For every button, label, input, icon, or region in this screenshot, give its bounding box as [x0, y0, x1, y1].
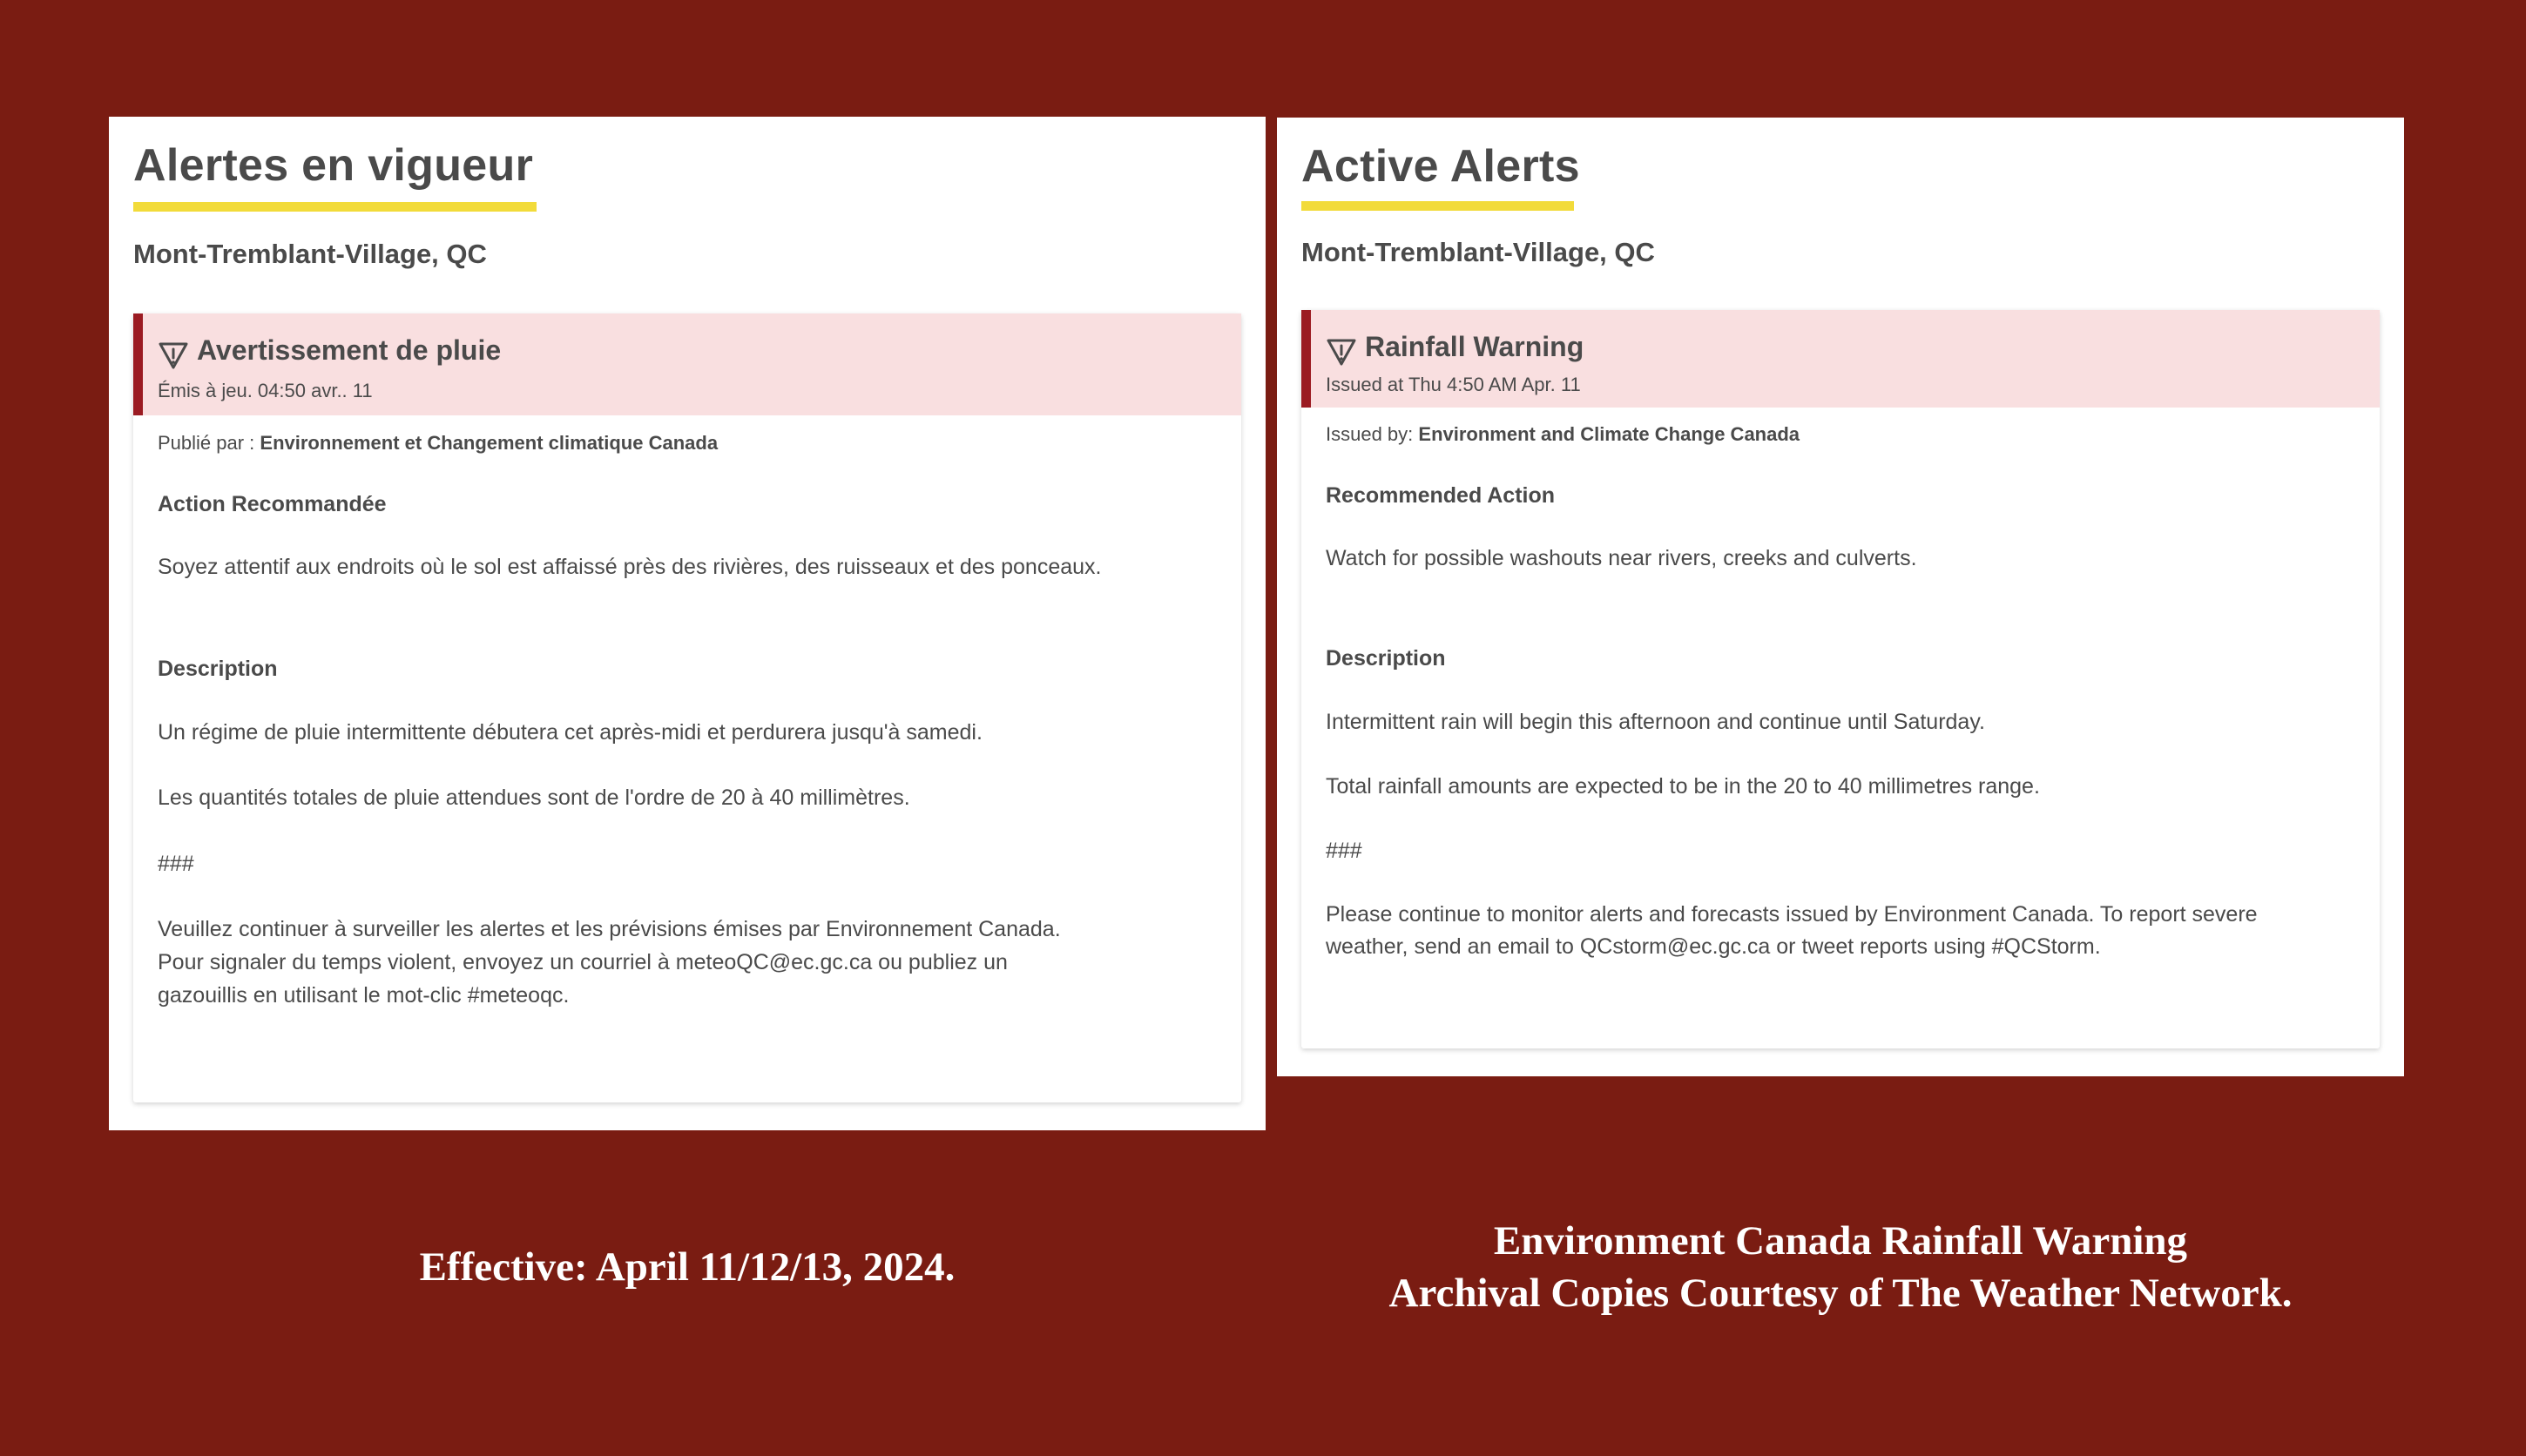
warning-triangle-icon	[1326, 336, 1357, 367]
recommended-action-text: Watch for possible washouts near rivers, creeks and culverts.	[1326, 546, 1917, 570]
description-paragraph: Intermittent rain will begin this afternoon and continue until Saturday.	[1326, 710, 1985, 734]
english-alerts-panel	[1277, 118, 2404, 1076]
page-title: Active Alerts	[1301, 141, 1580, 192]
alert-issued-time: Émis à jeu. 04:50 avr.. 11	[158, 380, 373, 401]
recommended-action-heading: Recommended Action	[1326, 483, 1556, 508]
location-label: Mont-Tremblant-Village, QC	[133, 239, 487, 269]
description-paragraph: Les quantités totales de pluie attendues sont de l'ordre de 20 à 40 millimètres.	[158, 785, 910, 810]
alert-header[interactable]	[1301, 310, 2380, 408]
recommended-action-text: Soyez attentif aux endroits où le sol est affaissé près des rivières, des ruisseaux et des ponceaux.	[158, 555, 1102, 579]
closing-paragraph-line: Please continue to monitor alerts and forecasts issued by Environment Canada. To report severe	[1326, 902, 2258, 927]
description-heading: Description	[1326, 646, 1446, 671]
page-title: Alertes en vigueur	[133, 140, 534, 191]
published-by-label: Issued by:	[1326, 423, 1419, 445]
alert-title: Avertissement de pluie	[197, 334, 502, 366]
description-paragraph: Total rainfall amounts are expected to be in the 20 to 40 millimetres range.	[1326, 774, 2040, 799]
credit-caption-line-2: Archival Copies Courtesy of The Weather Network.	[1388, 1271, 2293, 1316]
closing-paragraph-line: Pour signaler du temps violent, envoyez un courriel à meteoQC@ec.gc.ca ou publiez un	[158, 950, 1008, 974]
published-by	[158, 427, 1217, 460]
published-by	[1326, 418, 2355, 451]
alert-issued-time: Issued at Thu 4:50 AM Apr. 11	[1326, 374, 1581, 395]
title-underline	[1301, 201, 1574, 211]
description-paragraph: Un régime de pluie intermittente débutera cet après-midi et perdurera jusqu'à samedi.	[158, 720, 983, 745]
separator-text: ###	[158, 852, 194, 876]
alert-card[interactable]	[1301, 310, 2380, 1048]
closing-paragraph-line: gazouillis en utilisant le mot-clic #meteoqc.	[158, 983, 570, 1008]
effective-date-caption: Effective: April 11/12/13, 2024.	[419, 1244, 956, 1290]
french-alerts-panel	[109, 117, 1266, 1130]
location-label: Mont-Tremblant-Village, QC	[1301, 237, 1655, 267]
credit-caption-line-1: Environment Canada Rainfall Warning	[1493, 1218, 2188, 1264]
alert-card[interactable]	[133, 313, 1241, 1102]
alert-header[interactable]	[133, 313, 1241, 415]
published-by-label: Publié par :	[158, 432, 260, 454]
description-heading: Description	[158, 657, 278, 681]
closing-paragraph-line: Veuillez continuer à surveiller les alertes et les prévisions émises par Environnement Canada.	[158, 917, 1061, 941]
separator-text: ###	[1326, 839, 1362, 863]
published-by-value: Environment and Climate Change Canada	[1418, 423, 1800, 445]
warning-triangle-icon	[158, 340, 189, 371]
recommended-action-heading: Action Recommandée	[158, 492, 387, 516]
title-underline	[133, 202, 537, 212]
published-by-value: Environnement et Changement climatique Canada	[260, 432, 719, 454]
alert-title: Rainfall Warning	[1365, 331, 1584, 362]
closing-paragraph-line: weather, send an email to QCstorm@ec.gc.ca or tweet reports using #QCStorm.	[1326, 934, 2101, 959]
